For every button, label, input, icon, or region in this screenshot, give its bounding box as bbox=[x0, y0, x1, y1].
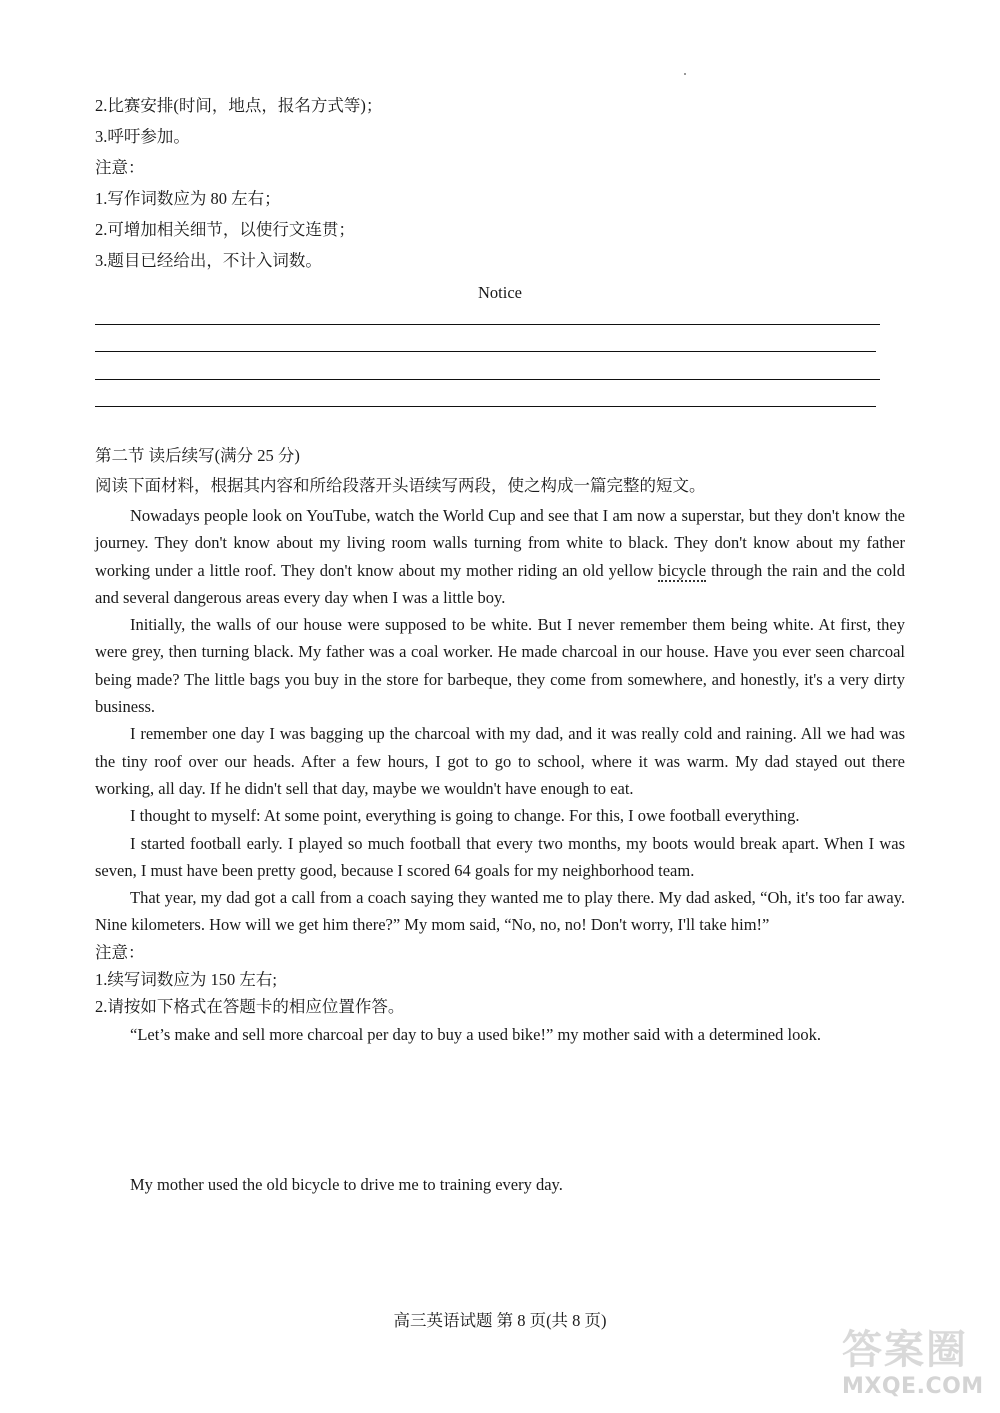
answer-line bbox=[95, 351, 876, 352]
continuation-start-2: My mother used the old bicycle to drive me to training every day. bbox=[130, 1175, 563, 1194]
note-length: 1.续写词数应为 150 左右; bbox=[95, 970, 277, 990]
paragraph-5: I started football early. I played so much football that every two months, my boots would break apart. When I was seven, I must have been pretty good, because I scored 64 goals for my neighborhood team. bbox=[95, 833, 905, 880]
continuation-start-1: “Let’s make and sell more charcoal per day to buy a used bike!” my mother said with a determined look. bbox=[130, 1024, 821, 1044]
task-item-3: 3.呼吁参加。 bbox=[95, 127, 190, 146]
stray-dot bbox=[684, 73, 686, 75]
watermark-chars: 答案圈 bbox=[842, 1327, 968, 1373]
note-3: 3.题目已经给出，不计入词数。 bbox=[95, 251, 322, 270]
paragraph-1: Nowadays people look on YouTube, watch the World Cup and see that I am now a superstar, but they don't know the journey. They don't know about my living room walls turning from white to black. They don't know about my father working under a little roof. They don't know about my mother riding an old yellow bicycle through the rain and the cold and several dangerous areas every day when I was a little boy. bbox=[95, 506, 906, 607]
task-item-2: 2.比赛安排(时间，地点，报名方式等)； bbox=[95, 96, 383, 115]
page-footer: 高三英语试题 第 8 页(共 8 页) bbox=[393, 1311, 607, 1330]
paragraph-2: Initially, the walls of our house were supposed to be white. But I never remember them being white. At first, they were grey, then turning black. My father was a coal worker. He made charcoal in our house. Have you ever seen charcoal being made? The little bags you buy in the store for barbeque, they come from somewhere, and honestly, it's a very dirty business. bbox=[95, 615, 905, 717]
notice-title: Notice bbox=[478, 283, 522, 302]
section-instruction: 阅读下面材料，根据其内容和所给段落开头语续写两段，使之构成一篇完整的短文。 bbox=[95, 476, 706, 495]
notes-label: 注意： bbox=[95, 158, 145, 177]
answer-line bbox=[95, 406, 876, 407]
paragraph-6: That year, my dad got a call from a coach saying they wanted me to play there. My dad asked, “Oh, it's too far away. Nine kilometers. How will we get him there?” My mom said, “No, no, no! Don't worry, I'll take him!” bbox=[95, 888, 905, 935]
marked-word: bicycle bbox=[658, 560, 707, 580]
section-heading: 第二节 读后续写(满分 25 分) bbox=[95, 446, 300, 465]
watermark-logo bbox=[842, 1318, 992, 1406]
note-format: 2.请按如下格式在答题卡的相应位置作答。 bbox=[95, 997, 405, 1017]
watermark-url: MXQE.COM bbox=[842, 1374, 984, 1399]
paragraph-3: I remember one day I was bagging up the charcoal with my dad, and it was really cold and raining. All we had was the tiny roof over our heads. After a few hours, I got to go to school, where it was warm. My dad stayed out there working, all day. If he didn't sell that day, maybe we wouldn't have enough to eat. bbox=[95, 724, 905, 798]
paragraph-4: I thought to myself: At some point, everything is going to change. For this, I owe football everything. bbox=[130, 806, 800, 826]
note-2: 2.可增加相关细节，以使行文连贯； bbox=[95, 220, 355, 239]
note-1: 1.写作词数应为 80 左右； bbox=[95, 189, 281, 208]
answer-line bbox=[95, 324, 880, 325]
passage bbox=[95, 502, 905, 1048]
answer-line bbox=[95, 379, 880, 380]
notes-label-2: 注意： bbox=[95, 942, 145, 962]
